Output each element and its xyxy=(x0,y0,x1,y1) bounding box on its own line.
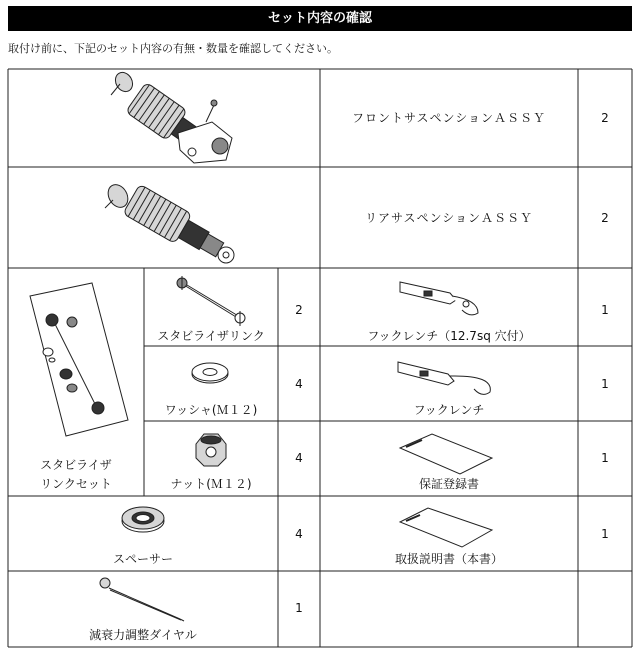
rear-suspension-name: リアサスペンションＡＳＳＹ xyxy=(365,211,533,225)
warranty-name: 保証登録書 xyxy=(418,477,480,491)
warranty-qty: 1 xyxy=(601,451,609,465)
manual-name: 取扱説明書（本書） xyxy=(394,552,504,566)
damper-dial-qty: 1 xyxy=(295,601,303,615)
stabilizer-set-name-line1: スタビライザ xyxy=(40,458,112,472)
spacer-name: スペーサー xyxy=(112,552,174,566)
damper-dial-name: 減衰力調整ダイヤル xyxy=(89,628,197,642)
intro-text: 取付け前に、下記のセット内容の有無・数量を確認してください。 xyxy=(8,42,338,55)
washer-icon xyxy=(192,363,228,383)
nut-qty: 4 xyxy=(295,451,303,465)
manual-icon xyxy=(400,508,492,547)
stabilizer-set-name-line2: リンクセット xyxy=(40,477,112,491)
stabilizer-link-qty: 2 xyxy=(295,303,303,317)
stabilizer-link-name: スタビライザリンク xyxy=(157,329,265,343)
section-title: セット内容の確認 xyxy=(8,6,632,31)
warranty-card-icon xyxy=(400,434,492,474)
front-suspension-icon xyxy=(111,69,232,163)
spacer-qty: 4 xyxy=(295,527,303,541)
hook-wrench-icon xyxy=(398,362,490,394)
nut-icon xyxy=(196,434,226,466)
hook-wrench-hole-icon xyxy=(400,282,478,315)
hook-wrench-hole-name: フックレンチ（12.7sq 穴付） xyxy=(367,329,531,343)
damper-dial-icon xyxy=(100,578,184,621)
washer-name: ワッシャ(Ｍ１２) xyxy=(164,403,258,417)
manual-qty: 1 xyxy=(601,527,609,541)
hook-wrench-hole-qty: 1 xyxy=(601,303,609,317)
stabilizer-link-kit-icon xyxy=(30,283,128,436)
front-suspension-qty: 2 xyxy=(601,111,609,125)
rear-suspension-qty: 2 xyxy=(601,211,609,225)
spacer-icon xyxy=(122,507,164,532)
rear-suspension-icon xyxy=(104,181,234,264)
nut-name: ナット(Ｍ１２) xyxy=(170,477,252,491)
washer-qty: 4 xyxy=(295,377,303,391)
hook-wrench-name: フックレンチ xyxy=(413,403,485,417)
hook-wrench-qty: 1 xyxy=(601,377,609,391)
stabilizer-link-icon xyxy=(177,276,245,326)
front-suspension-name: フロントサスペンションＡＳＳＹ xyxy=(352,111,546,125)
